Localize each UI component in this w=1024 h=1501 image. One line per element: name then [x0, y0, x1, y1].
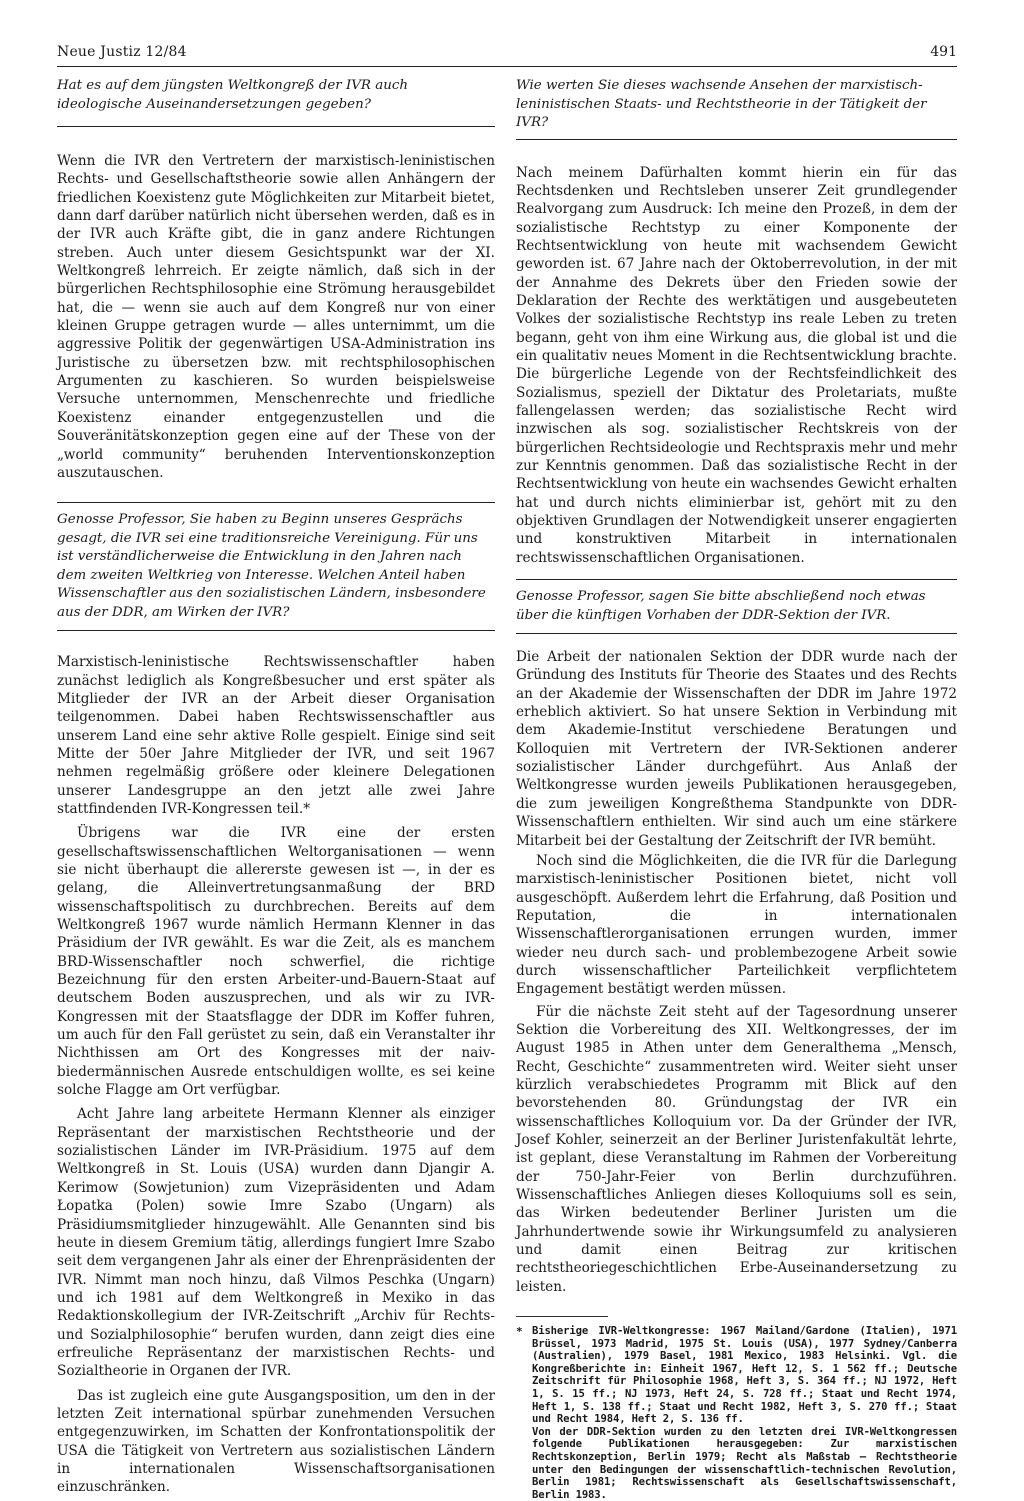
footnote-paragraph-1: Bisherige IVR-Weltkongresse: 1967 Mailand/Gardone (Italien), 1971 Brüssel, 1973 Madrid, 1975 St. Louis (USA), 1977 Sydney/Canberra (Australien), 1979 Basel, 1981 Mexico, 1983 Helsinki. Vgl. die Kongreßberichte in: Einheit 1967, Heft 12, S. 1 562 ff.; Deutsche Zeitschrift für Philosophie 1968, Heft 3, S. 364 ff.; NJ 1972, Heft 1, S. 15 ff.; NJ 1973, Heft 24, S. 728 ff.; Staat und Recht 1974, Heft 1, S. 138 ff.; Staat und Recht 1982, Heft 3, S. 270 ff.; Staat und Recht 1984, Heft 2, S. 136 ff.	[532, 1325, 957, 1426]
footnote-marker: *	[516, 1325, 523, 1339]
page-number: 491	[930, 44, 957, 60]
footnote	[516, 1325, 957, 1501]
answer-1: Wenn die IVR den Vertretern der marxistisch-leninistischen Rechts- und Gesellschaftstheorie sowie allen Anhängern der friedlichen Koexistenz gute Möglichkeiten zur Mitarbeit bietet, dann darf darüber natürlich nicht übersehen werden, daß es in der IVR auch Kräfte gibt, die in ganz andere Richtungen streben. Auch unter diesem Gesichtspunkt war der XI. Weltkongreß lehrreich. Er zeigte nämlich, daß sich in der bürgerlichen Rechtsphilosophie eine Strömung herausgebildet hat, die — wenn sie auch auf dem Kongreß nur von einer kleinen Gruppe getragen wurde — alles unternimmt, um die aggressive Politik der gegenwärtigen USA-Administration ins Juristische zu übersetzen bzw. mit rechtsphilosophischen Argumenten zu kaschieren. So wurden beispielsweise Versuche unternommen, Menschenrechte und friedliche Koexistenz einander entgegenzustellen und die Souveränitätskonzeption gegen eine auf der These von der „world community“ beruhenden Interventionskonzeption auszutauschen.	[57, 153, 495, 481]
question-2: Genosse Professor, Sie haben zu Beginn unseres Gesprächs gesagt, die IVR sei eine traditionsreiche Vereinigung. Für uns ist verständlicherweise die Entwicklung in den Jahren nach dem zweiten Weltkrieg von Interesse. Welchen Anteil haben Wissenschaftler aus den sozialistischen Ländern, insbesondere aus der DDR, am Wirken der IVR?	[57, 512, 486, 620]
question-3: Wie werten Sie dieses wachsende Ansehen der marxistisch-leninistischen Staats- und Rechtstheorie in der Tätigkeit der IVR?	[516, 78, 927, 130]
divider	[57, 126, 495, 127]
answer-4-paragraph-1: Die Arbeit der nationalen Sektion der DDR wurde nach der Gründung des Instituts für Theorie des Staates und des Rechts an der Akademie der Wissenschaften der DDR im Jahre 1972 erheblich aktiviert. So hat unsere Sektion in Verbindung mit dem Akademie-Institut verschiedene Beratungen und Kolloquien mit Vertretern der IVR-Sektionen anderer sozialistischer Länder durchgeführt. Aus Anlaß der Weltkongresse wurden jeweils Publikationen herausgegeben, die zum jeweiligen Kongreßthema Standpunkte von DDR-Wissenschaftlern enthielten. Wir sind auch um eine stärkere Mitarbeit bei der Gestaltung der Zeitschrift der IVR bemüht.	[516, 649, 957, 849]
answer-2-paragraph-2: Übrigens war die IVR eine der ersten gesellschaftswissenschaftlichen Weltorganisationen — wenn sie nicht überhaupt die allererste gewesen ist —, in der es gelang, die Alleinvertretungsanmaßung der BRD wissenschaftspolitisch zu durchbrechen. Bereits auf dem Weltkongreß 1967 wurde nämlich Hermann Klenner in das Präsidium der IVR gewählt. Es war die Zeit, als es manchem BRD-Wissenschaftler noch schwerfiel, die richtige Bezeichnung für den ersten Arbeiter-und-Bauern-Staat auf deutschem Boden auszusprechen, und als wir zu IVR-Kongressen mit der Staatsflagge der DDR im Koffer fuhren, um auch für den Fall gerüstet zu sein, daß ein Veranstalter ihr Nichthissen am Ort des Kongresses mit der naiv-biedermännischen Ausrede entschuldigen wollte, es sei keine solche Flagge am Ort verfügbar.	[57, 825, 495, 1099]
divider	[57, 502, 495, 503]
answer-4-paragraph-2: Noch sind die Möglichkeiten, die die IVR für die Darlegung marxistisch-leninistischer Positionen bietet, nicht voll ausgeschöpft. Außerdem lehrt die Erfahrung, daß Position und Reputation, die in internationalen Wissenschaftlerorganisationen errungen wurden, immer wieder neu durch sach- und problembezogene Arbeit sowie durch wissenschaftlicher Parteilichkeit verpflichtetem Engagement bestätigt werden müssen.	[516, 852, 957, 998]
divider	[516, 139, 957, 140]
answer-2-paragraph-3: Acht Jahre lang arbeitete Hermann Klenner als einziger Repräsentant der marxistischen Rechtstheorie und der sozialistischen Länder im IVR-Präsidium. 1975 auf dem Weltkongreß in St. Louis (USA) wurden dann Djangir A. Kerimow (Sowjetunion) zum Vizepräsidenten und Adam Łopatka (Polen) sowie Imre Szabo (Ungarn) als Präsidiumsmitglieder hinzugewählt. Alle Genannten sind bis heute in diesem Gremium tätig, allerdings fungiert Imre Szabo seit dem vergangenen Jahr als einer der Ehrenpräsidenten der IVR. Nimmt man noch hinzu, daß Vilmos Peschka (Ungarn) und ich 1981 auf dem Weltkongreß in Mexiko in das Redaktionskollegium der IVR-Zeitschrift „Archiv für Rechts- und Sozialphilosophie“ berufen wurden, dann zeigt dies eine erfreuliche Repräsentanz der marxistischen Rechts- und Sozialtheorie in Organen der IVR.	[57, 1106, 495, 1380]
question-1: Hat es auf dem jüngsten Weltkongreß der IVR auch ideologische Auseinandersetzungen gegeben?	[57, 78, 408, 112]
divider	[57, 630, 495, 631]
divider	[516, 579, 957, 580]
divider	[516, 633, 957, 634]
journal-title: Neue Justiz 12/84	[57, 44, 187, 60]
left-column	[57, 72, 495, 1497]
right-column	[516, 72, 957, 1501]
answer-3: Nach meinem Dafürhalten kommt hierin ein für das Rechtsdenken und Rechtsleben unserer Zeit grundlegender Realvorgang zum Ausdruck: Ich meine den Prozeß, in dem der sozialistische Rechtstyp zu einer Komponente der Rechtsentwicklung von heute mit wachsendem Gewicht geworden ist. 67 Jahre nach der Oktoberrevolution, in der mit der Annahme des Dekrets über den Frieden sowie der Deklaration der Rechte des werktätigen und ausgebeuteten Volkes der sozialistische Rechtstyp ins reale Leben zu treten begann, geht von ihm eine Wirkung aus, die global ist und die ein qualitativ neues Moment in die Rechtsentwicklung brachte. Die bürgerliche Legende von der Rechtsfeindlichkeit des Sozialismus, speziell der Diktatur des Proletariats, mußte fallengelassen werden; das sozialistische Recht wird inzwischen als sog. sozialistischer Rechtskreis von der bürgerlichen Rechtsideologie und Rechtspraxis mehr und mehr zur Kenntnis genommen. Daß das sozialistische Recht in der Rechtsentwicklung von heute ein wachsendes Gewicht erhalten hat und durch nichts eliminierbar ist, gehört mit zu den objektiven Grundlagen der Notwendigkeit unserer engagierten und konstruktiven Mitarbeit in internationalen rechtswissenschaftlichen Organisationen.	[516, 164, 957, 566]
footnote-rule	[516, 1316, 608, 1317]
answer-2-paragraph-1: Marxistisch-leninistische Rechtswissenschaftler haben zunächst lediglich als Kongreßbesucher und erst später als Mitglieder der IVR an der Arbeit dieser Organisation teilgenommen. Dabei haben Rechtswissenschaftler aus unserem Land eine sehr aktive Rolle gespielt. Einige sind seit Mitte der 50er Jahre Mitglieder der IVR, und seit 1967 nehmen regelmäßig größere oder kleinere Delegationen unserer Landesgruppe an den jetzt alle zwei Jahre stattfindenden IVR-Kongressen teil.*	[57, 654, 495, 817]
question-4: Genosse Professor, sagen Sie bitte abschließend noch etwas über die künftigen Vorhaben der DDR-Sektion der IVR.	[516, 589, 926, 623]
answer-2-paragraph-4: Das ist zugleich eine gute Ausgangsposition, um den in der letzten Zeit international spürbar zunehmenden Versuchen entgegenzuwirken, im Schatten der Konfrontationspolitik der USA die Tätigkeit von Vertretern aus sozialistischen Ländern in internationalen Wissenschaftsorganisationen einzuschränken.	[57, 1387, 495, 1496]
answer-4-paragraph-3: Für die nächste Zeit steht auf der Tagesordnung unserer Sektion die Vorbereitung des XII. Weltkongresses, der im August 1985 in Athen unter dem Generalthema „Mensch, Recht, Geschichte“ zusammentreten wird. Weiter sieht unser kürzlich verabschiedetes Programm mit Blick auf den bevorstehenden 80. Gründungstag der IVR ein wissenschaftliches Kolloquium vor. Da der Gründer der IVR, Josef Kohler, seinerzeit an der Berliner Juristenfakultät lehrte, ist geplant, diese Veranstaltung im Rahmen der Vorbereitung der 750-Jahr-Feier von Berlin durchzuführen. Wissenschaftliches Anliegen dieses Kolloquiums soll es sein, das Wirken bedeutender Berliner Juristen um die Jahrhundertwende sowie ihr Wirkungsumfeld zu analysieren und damit einen Beitrag zur kritischen rechtstheoriegeschichtlichen Erbe-Auseinandersetzung zu leisten.	[516, 1003, 957, 1295]
footnote-paragraph-2: Von der DDR-Sektion wurden zu den letzten drei IVR-Weltkongressen folgende Publikationen herausgegeben: Zur marxistischen Rechtskonzeption, Berlin 1979; Recht als Maßstab — Rechtstheorie unter den Bedingungen der wissenschaftlich-technischen Revolution, Berlin 1981; Rechtswissenschaft als Gesellschaftswissenschaft, Berlin 1983.	[532, 1425, 957, 1501]
header-rule	[57, 66, 957, 67]
page-header	[57, 44, 957, 66]
